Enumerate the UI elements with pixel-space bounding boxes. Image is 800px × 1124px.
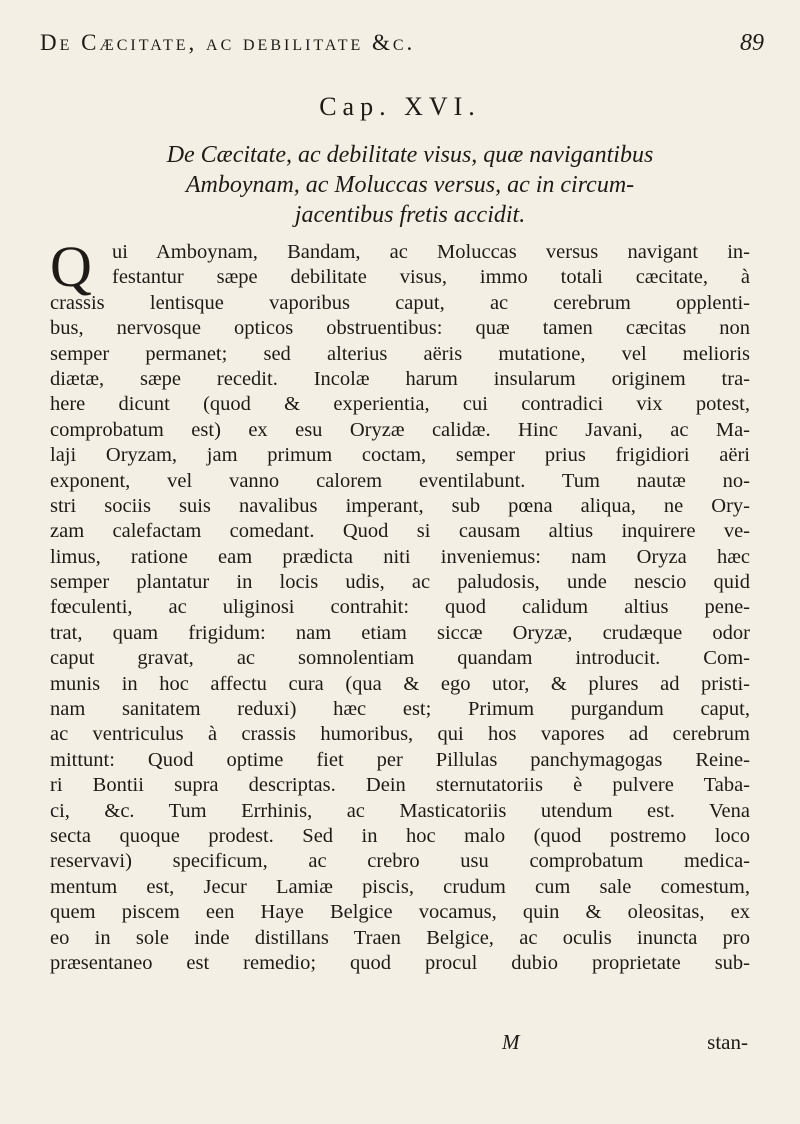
drop-capital: Q [50, 234, 92, 299]
text-line: zam calefactam comedant. Quod si causam altius inquirere ve- [50, 520, 750, 543]
text-line: ci, &c. Tum Errhinis, ac Masticatoriis utendum est. Vena [50, 799, 750, 822]
text-line: festantur sæpe debilitate visus, immo totali cæcitate, à [112, 266, 750, 289]
text-line: semper permanet; sed alterius aëris mutatione, vel melioris [50, 342, 750, 365]
text-line: fœculenti, ac uliginosi contrahit: quod calidum altius pene- [50, 596, 750, 619]
chapter-number: Cap. XVI. [319, 92, 481, 121]
running-head [40, 30, 764, 64]
body-text [50, 234, 750, 976]
text-line: præsentaneo est remedio; quod procul dubio proprietate sub- [50, 951, 750, 974]
heading-line: jacentibus fretis accidit. [294, 202, 526, 228]
text-line: eo in sole inde distillans Traen Belgice, ac oculis inuncta pro [50, 926, 750, 949]
heading-line: De Cæcitate, ac debilitate visus, quæ navigantibus [166, 142, 654, 168]
chapter-heading [60, 140, 760, 230]
text-line: munis in hoc affectu cura (qua & ego utor, & plures ad pristi- [50, 672, 750, 695]
text-line: bus, nervosque opticos obstruentibus: quæ tamen cæcitas non [50, 317, 750, 340]
text-line: ri Bontii supra descriptas. Dein sternutatoriis è pulvere Taba- [50, 774, 750, 797]
text-line: exponent, vel vanno calorem eventilabunt. Tum nautæ no- [50, 469, 750, 492]
text-line: semper plantatur in locis udis, ac paludosis, unde nescio quid [50, 571, 750, 594]
text-line: mentum est, Jecur Lamiæ piscis, crudum cum sale comestum, [50, 875, 750, 898]
text-line: crassis lentisque vaporibus caput, ac cerebrum opplenti- [50, 291, 750, 314]
text-line: caput gravat, ac somnolentiam quandam introducit. Com- [50, 647, 750, 670]
heading-line: Amboynam, ac Moluccas versus, ac in circum- [185, 172, 635, 198]
text-line: stri sociis suis navalibus imperant, sub pœna aliqua, ne Ory- [50, 494, 750, 517]
text-line: ac ventriculus à crassis humoribus, qui hos vapores ad cerebrum [50, 723, 750, 746]
text-line: trat, quam frigidum: nam etiam siccæ Oryzæ, crudæque odor [50, 621, 750, 644]
text-line: laji Oryzam, jam primum coctam, semper prius frigidiori aëri [50, 444, 750, 467]
catchword: stan- [707, 1030, 748, 1054]
page-number: 89 [740, 30, 764, 56]
text-line: secta quoque prodest. Sed in hoc malo (quod postremo loco [50, 824, 750, 847]
text-line: quem piscem een Haye Belgice vocamus, quin & oleositas, ex [50, 901, 750, 924]
text-line: diætæ, sæpe recedit. Incolæ harum insularum originem tra- [50, 367, 750, 390]
running-title: De Cæcitate, ac debilitate &c. [40, 30, 416, 55]
text-line: nam sanitatem reduxi) hæc est; Primum purgandum caput, [50, 698, 750, 721]
text-line: mittunt: Quod optime fiet per Pillulas panchymagogas Reine- [50, 748, 750, 771]
text-line: limus, ratione eam prædicta niti inveniemus: nam Oryza hæc [50, 545, 750, 568]
text-line: ui Amboynam, Bandam, ac Moluccas versus navigant in- [112, 241, 750, 263]
signature-mark: M [502, 1030, 520, 1054]
text-line: comprobatum est) ex esu Oryzæ calidæ. Hinc Javani, ac Ma- [50, 418, 750, 441]
text-line: reservavi) specificum, ac crebro usu comprobatum medica- [50, 850, 750, 873]
text-line: here dicunt (quod & experientia, cui contradici vix potest, [50, 393, 750, 416]
